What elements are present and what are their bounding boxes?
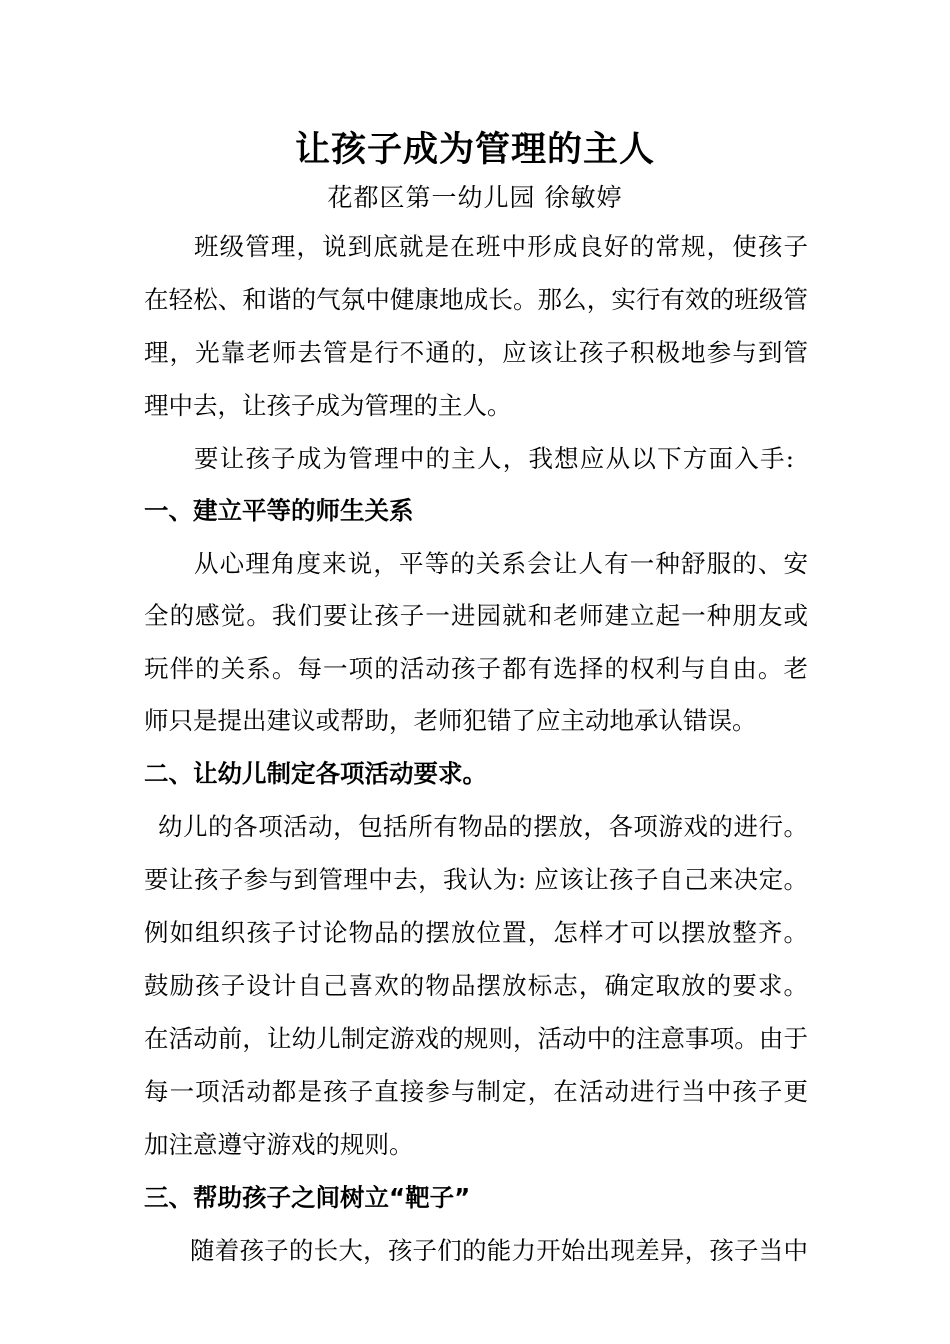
paragraph-line: 理中去，让孩子成为管理的主人。 bbox=[144, 391, 512, 420]
paragraph-line: 每一项活动都是孩子直接参与制定，在活动进行当中孩子更 bbox=[144, 1077, 808, 1106]
paragraph-line: 在活动前，让幼儿制定游戏的规则，活动中的注意事项。由于 bbox=[144, 1024, 808, 1053]
paragraph-line: 在轻松、和谐的气氛中健康地成长。那么，实行有效的班级管 bbox=[144, 285, 808, 314]
paragraph-line: 例如组织孩子讨论物品的摆放位置，怎样才可以摆放整齐。 bbox=[144, 918, 808, 947]
paragraph-line: 从心理角度来说，平等的关系会让人有一种舒服的、安 bbox=[194, 549, 808, 578]
paragraph-line: 要让孩子成为管理中的主人，我想应从以下方面入手: bbox=[194, 444, 794, 473]
paragraph-line: 班级管理，说到底就是在班中形成良好的常规，使孩子 bbox=[194, 232, 808, 261]
paragraph-line: 全的感觉。我们要让孩子一进园就和老师建立起一种朋友或 bbox=[144, 601, 808, 630]
section-heading: 三、帮助孩子之间树立“靶子” bbox=[144, 1183, 471, 1212]
paragraph-line: 理，光靠老师去管是行不通的，应该让孩子积极地参与到管 bbox=[144, 338, 808, 367]
paragraph-line: 要让孩子参与到管理中去，我认为: 应该让孩子自己来决定。 bbox=[144, 865, 808, 894]
document-title: 让孩子成为管理的主人 bbox=[294, 129, 655, 170]
paragraph-line: 师只是提出建议或帮助，老师犯错了应主动地承认错误。 bbox=[144, 706, 757, 735]
section-heading: 二、让幼儿制定各项活动要求。 bbox=[144, 759, 487, 788]
paragraph-line: 玩伴的关系。每一项的活动孩子都有选择的权利与自由。老 bbox=[144, 654, 808, 683]
paragraph-line: 随着孩子的长大，孩子们的能力开始出现差异，孩子当中 bbox=[190, 1236, 808, 1265]
paragraph-line: 鼓励孩子设计自己喜欢的物品摆放标志，确定取放的要求。 bbox=[144, 971, 808, 1000]
document-author: 花都区第一幼儿园 徐敏婷 bbox=[327, 183, 623, 212]
section-heading: 一、建立平等的师生关系 bbox=[144, 496, 414, 525]
paragraph-line: 幼儿的各项活动，包括所有物品的摆放，各项游戏的进行。 bbox=[158, 812, 808, 841]
paragraph-line: 加注意遵守游戏的规则。 bbox=[144, 1130, 414, 1159]
